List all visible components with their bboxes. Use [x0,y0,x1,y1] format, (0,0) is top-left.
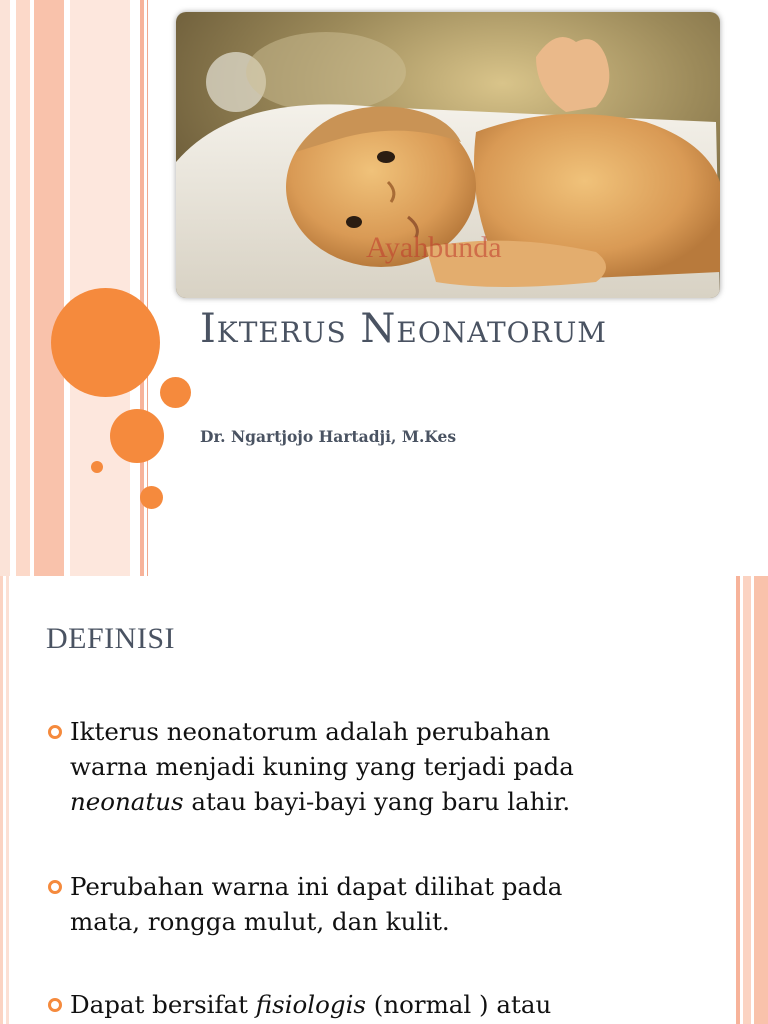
bullet-text-part: mata, rongga mulut [70,907,317,936]
list-item [46,987,706,1022]
decorative-circle-large [51,288,160,397]
bullet-text [70,784,706,819]
decorative-stripe [130,0,140,576]
decorative-circle [110,409,164,463]
bullet-text [70,904,706,939]
italic-term: fisiologis [255,990,366,1019]
slide-title: Ikterus Neonatorum [200,306,607,352]
baby-illustration [176,12,720,298]
list-item [46,714,706,819]
decorative-stripe [0,0,10,576]
bullet-text-part: . [441,907,450,936]
decorative-stripe [16,0,30,576]
slide-heading: DEFINISI [46,622,175,655]
bullet-ring-icon [48,725,62,739]
bullet-list [46,714,706,1022]
bullet-ring-icon [48,880,62,894]
decorative-circle [160,377,191,408]
bullet-text: Ikterus neonatorum adalah perubahan [70,717,551,746]
photo-watermark: Ayahbunda [366,231,502,264]
definition-slide [0,576,768,1024]
bullet-text-part: . [562,787,571,816]
bullet-text-part: Dapat bersifat [70,990,256,1019]
decorative-circle-small [91,461,103,473]
decorative-stripe [743,576,751,1024]
bullet-text [70,987,706,1022]
list-item [46,869,706,939]
decorative-stripe [6,576,9,1024]
decorative-stripe [754,576,768,1024]
author-name: Dr. Ngartjojo Hartadji, M.Kes [200,427,457,446]
bullet-text: Perubahan warna ini dapat dilihat pada [70,872,563,901]
decorative-stripe [34,0,64,576]
bullet-text-part: atau bayi-bayi yang baru lahir [183,787,563,816]
bullet-ring-icon [48,998,62,1012]
italic-term: neonatus [70,787,184,816]
bullet-text: warna menjadi kuning yang terjadi pada [70,752,574,781]
newborn-baby-photo [176,12,720,298]
bullet-text-part: , dan kulit [316,907,442,936]
decorative-circle [140,486,163,509]
bullet-text-part: (normal ) atau [365,990,552,1019]
